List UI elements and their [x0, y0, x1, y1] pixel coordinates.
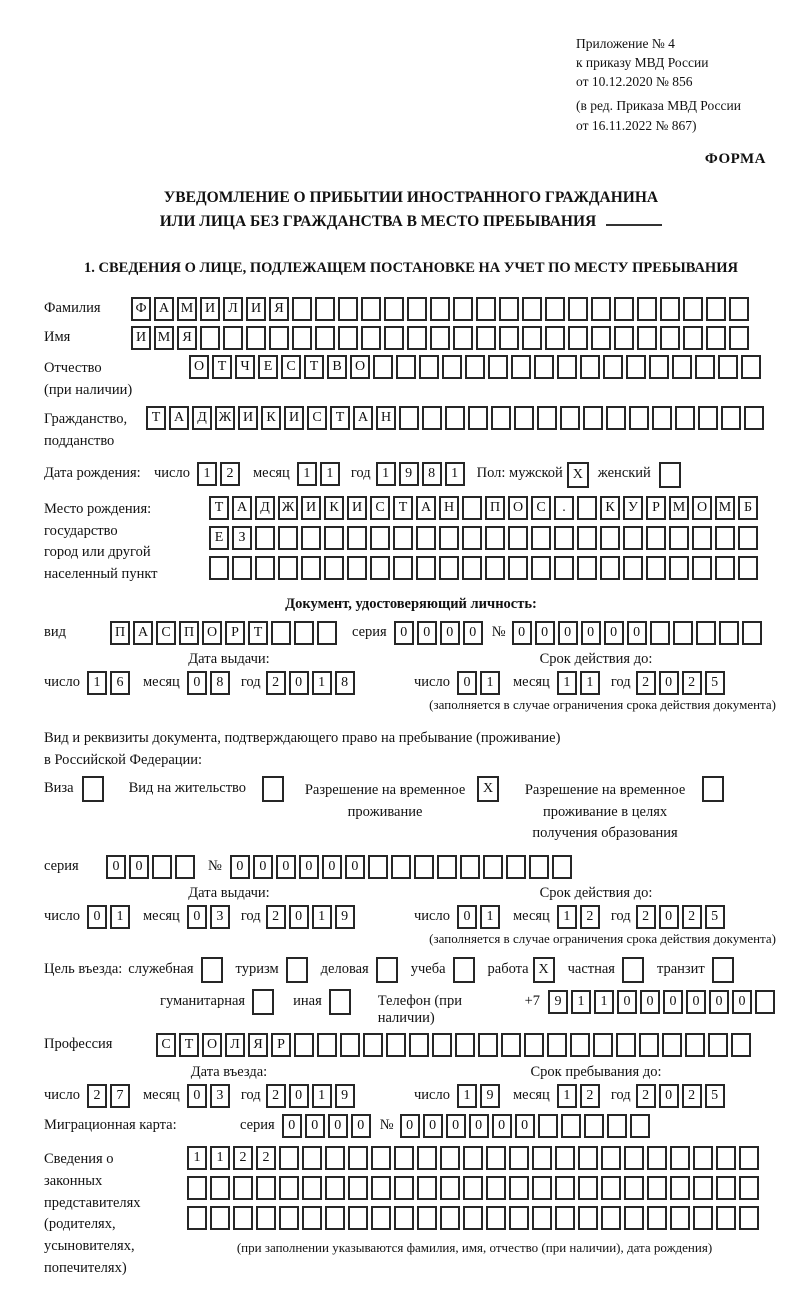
birthdate-label: Дата рождения:	[44, 464, 141, 481]
birthplace-label: Место рождения: государство город или другой населенный пункт	[44, 500, 158, 583]
stay-month-field: 1 2	[557, 1084, 603, 1108]
sex-label: Пол: мужской	[476, 464, 563, 481]
patronymic-field: О Т Ч Е С Т В О	[189, 355, 764, 379]
doc-kind-field: П А С П О Р Т	[110, 621, 340, 645]
profession-row	[44, 1033, 778, 1057]
stay-until-heading: Срок пребывания до:	[530, 1064, 662, 1080]
mc-number-field: 0 0 0 0 0 0	[400, 1114, 653, 1138]
representatives-note: (при заполнении указываются фамилия, имя, отчество (при наличии), дата рождения)	[236, 1240, 713, 1255]
appendix-line: (в ред. Приказа МВД России	[576, 98, 741, 114]
residence-doc-intro: Вид и реквизиты документа, подтверждающего право на пребывание (проживание) в Российской Федерации:	[44, 729, 561, 769]
doc-number-field: 0 0 0 0 0 0	[512, 621, 765, 645]
sex-female-label: женский	[597, 464, 651, 481]
representatives-field-line3	[187, 1206, 762, 1230]
entry-month-field: 0 3	[187, 1084, 233, 1108]
valid-year-field: 2 0 2 5	[636, 671, 728, 695]
purpose-label: Цель въезда:	[44, 961, 123, 977]
residence-issue-group: число 0 1 месяц 0 3 год 2 0 1 9	[44, 905, 414, 929]
purpose-ucheba: учеба	[411, 957, 478, 983]
birthplace-field-line2: Е З	[209, 526, 761, 550]
identity-doc-dates	[44, 651, 778, 721]
phone-prefix: +7	[524, 993, 540, 1009]
issue-date-heading: Дата выдачи:	[188, 650, 270, 667]
birth-month-field: 1 1	[297, 462, 343, 486]
purpose-inaya-checkbox	[329, 989, 354, 1015]
purpose-gumanitarnaya-checkbox	[252, 989, 277, 1015]
patronymic-row	[44, 355, 778, 402]
birthplace-field-line1: Т А Д Ж И К И С Т А Н П О С . К У Р М О М Б	[209, 496, 761, 520]
purpose-delovaya-checkbox	[376, 957, 401, 983]
temp-residence-edu-checkbox	[702, 776, 727, 802]
purpose-chastnaya-checkbox	[622, 957, 647, 983]
purpose-gumanitarnaya: гуманитарная	[160, 989, 277, 1015]
section1-heading: 1. СВЕДЕНИЯ О ЛИЦЕ, ПОДЛЕЖАЩЕМ ПОСТАНОВКЕ НА УЧЕТ ПО МЕСТУ ПРЕБЫВАНИЯ	[84, 259, 738, 276]
form-title	[44, 186, 778, 234]
form-title-line1: УВЕДОМЛЕНИЕ О ПРИБЫТИИ ИНОСТРАННОГО ГРАЖДАНИНА	[163, 188, 659, 206]
stay-year-field: 2 0 2 5	[636, 1084, 728, 1108]
purpose-inaya: иная	[293, 989, 354, 1015]
appendix-reference	[576, 34, 778, 135]
residence-permit-label: Вид на жительство	[128, 779, 247, 796]
residence-issue-year: 2 0 1 9	[266, 905, 358, 929]
residence-issue-heading: Дата выдачи:	[188, 885, 270, 901]
stay-until-col	[414, 1064, 778, 1108]
mc-number-label: №	[379, 1117, 394, 1133]
representatives-field-line1: 1 1 2 2	[187, 1146, 762, 1170]
profession-label: Профессия	[44, 1036, 113, 1052]
appendix-line: Приложение № 4	[576, 36, 675, 51]
purpose-tranzit: транзит	[657, 957, 737, 983]
name-label: Имя	[44, 328, 71, 345]
temp-residence-label: Разрешение на временное проживание	[304, 781, 466, 820]
month-label: месяц	[252, 464, 290, 481]
residence-valid-day: 0 1	[457, 905, 503, 929]
representatives-row	[44, 1146, 778, 1280]
residence-issue-day: 0 1	[87, 905, 133, 929]
sex-male-checkbox: X	[567, 462, 592, 488]
birth-day-field: 1 2	[197, 462, 243, 486]
residence-number-field: 0 0 0 0 0 0	[230, 855, 575, 879]
stay-until-group: число 1 9 месяц 1 2 год 2 0 2 5	[414, 1084, 778, 1108]
mc-series-label: серия	[240, 1117, 275, 1133]
identity-issue-col	[44, 651, 414, 721]
valid-day-field: 0 1	[457, 671, 503, 695]
purpose-ucheba-checkbox	[453, 957, 478, 983]
name-field: И М Я	[131, 326, 752, 350]
day-label: число	[154, 464, 190, 481]
entry-date-group: число 2 7 месяц 0 3 год 2 0 1 9	[44, 1084, 414, 1108]
identity-doc-heading: Документ, удостоверяющий личность:	[285, 595, 537, 612]
residence-permit-checkbox	[262, 776, 287, 802]
form-title-line2: ИЛИ ЛИЦА БЕЗ ГРАЖДАНСТВА В МЕСТО ПРЕБЫВАНИЯ	[44, 210, 778, 234]
residence-doc-dates	[44, 885, 778, 955]
birth-year-field: 1 9 8 1	[376, 462, 468, 486]
birthdate-row	[44, 462, 778, 488]
residence-valid-year: 2 0 2 5	[636, 905, 728, 929]
entry-date-heading: Дата въезда:	[190, 1064, 268, 1080]
residence-series-label: серия	[44, 858, 79, 874]
year-label: год	[350, 464, 371, 481]
issue-day-field: 1 6	[87, 671, 133, 695]
validity-note: (заполняется в случае ограничения срока действия документа)	[429, 696, 776, 712]
doc-series-label: серия	[352, 623, 387, 640]
issue-year-field: 2 0 1 8	[266, 671, 358, 695]
residence-issue-col	[44, 885, 414, 955]
temp-residence-checkbox: X	[477, 776, 502, 802]
residence-validity-note: (заполняется в случае ограничения срока действия документа)	[429, 931, 776, 946]
valid-month-field: 1 1	[557, 671, 603, 695]
stay-day-field: 1 9	[457, 1084, 503, 1108]
entry-day-field: 2 7	[87, 1084, 133, 1108]
temp-residence-edu-label: Разрешение на временное проживание в целях получения образования	[524, 781, 686, 842]
citizenship-label: Гражданство, подданство	[44, 411, 128, 450]
entry-year-field: 2 0 1 9	[266, 1084, 358, 1108]
valid-until-heading: Срок действия до:	[539, 650, 653, 667]
purpose-turizm-checkbox	[286, 957, 311, 983]
citizenship-field: Т А Д Ж И К И С Т А Н	[146, 406, 767, 430]
visa-checkbox	[82, 776, 107, 802]
doc-kind-label: вид	[44, 623, 66, 640]
doc-number-label: №	[491, 623, 506, 640]
visa-label: Виза	[44, 779, 74, 796]
appendix-line: от 10.12.2020 № 856	[576, 74, 693, 90]
sex-female-checkbox	[659, 462, 684, 488]
migration-card-row	[44, 1114, 778, 1138]
valid-date-group: число 0 1 месяц 1 1 год 2 0 2 5	[414, 671, 778, 695]
citizenship-row	[44, 406, 778, 453]
surname-field: Ф А М И Л И Я	[131, 297, 752, 321]
name-row	[44, 326, 778, 350]
representatives-label: Сведения о законных представителях (родителях, усыновителях, попечителях)	[44, 1151, 141, 1276]
purpose-turizm: туризм	[236, 957, 311, 983]
birthplace-fields	[209, 496, 761, 580]
entry-date-col	[44, 1064, 414, 1108]
residence-permit-options	[44, 776, 778, 845]
purpose-rabota: работа X	[488, 957, 558, 983]
residence-number-label: №	[208, 858, 222, 874]
mc-series-field: 0 0 0 0	[282, 1114, 374, 1138]
phone-label: Телефон (при наличии)	[377, 993, 462, 1026]
purpose-row-1	[44, 957, 778, 983]
issue-date-group: число 1 6 месяц 0 8 год 2 0 1 8	[44, 671, 414, 695]
residence-issue-month: 0 3	[187, 905, 233, 929]
doc-series-field: 0 0 0 0	[394, 621, 486, 645]
migration-card-label: Миграционная карта:	[44, 1117, 177, 1133]
surname-label: Фамилия	[44, 299, 101, 316]
purpose-row-2	[160, 989, 778, 1027]
residence-valid-col	[414, 885, 778, 955]
residence-valid-month: 1 2	[557, 905, 603, 929]
representatives-field-line2	[187, 1176, 762, 1200]
purpose-rabota-checkbox: X	[533, 957, 558, 983]
residence-series-row	[44, 855, 778, 879]
purpose-delovaya: деловая	[321, 957, 401, 983]
entry-dates	[44, 1064, 778, 1108]
purpose-tranzit-checkbox	[712, 957, 737, 983]
purpose-chastnaya: частная	[568, 957, 647, 983]
phone-field: 9 1 1 0 0 0 0 0 0	[548, 989, 778, 1014]
identity-doc-row	[44, 621, 778, 645]
patronymic-label: Отчество (при наличии)	[44, 359, 133, 398]
residence-valid-heading: Срок действия до:	[539, 885, 653, 901]
purpose-sluzhebnaya: служебная	[128, 957, 225, 983]
identity-valid-col	[414, 651, 778, 721]
surname-row	[44, 297, 778, 321]
residence-series-field: 0 0	[106, 855, 198, 879]
appendix-line: к приказу МВД России	[576, 55, 709, 71]
issue-month-field: 0 8	[187, 671, 233, 695]
purpose-sluzhebnaya-checkbox	[201, 957, 226, 983]
residence-valid-group: число 0 1 месяц 1 2 год 2 0 2 5	[414, 905, 778, 929]
birthplace-row	[44, 496, 778, 586]
form-label: ФОРМА	[704, 150, 766, 167]
appendix-line: от 16.11.2022 № 867)	[576, 117, 697, 133]
profession-field: С Т О Л Я Р	[156, 1033, 754, 1057]
birthplace-field-line3	[209, 556, 761, 580]
title-blank-underline	[606, 214, 662, 226]
